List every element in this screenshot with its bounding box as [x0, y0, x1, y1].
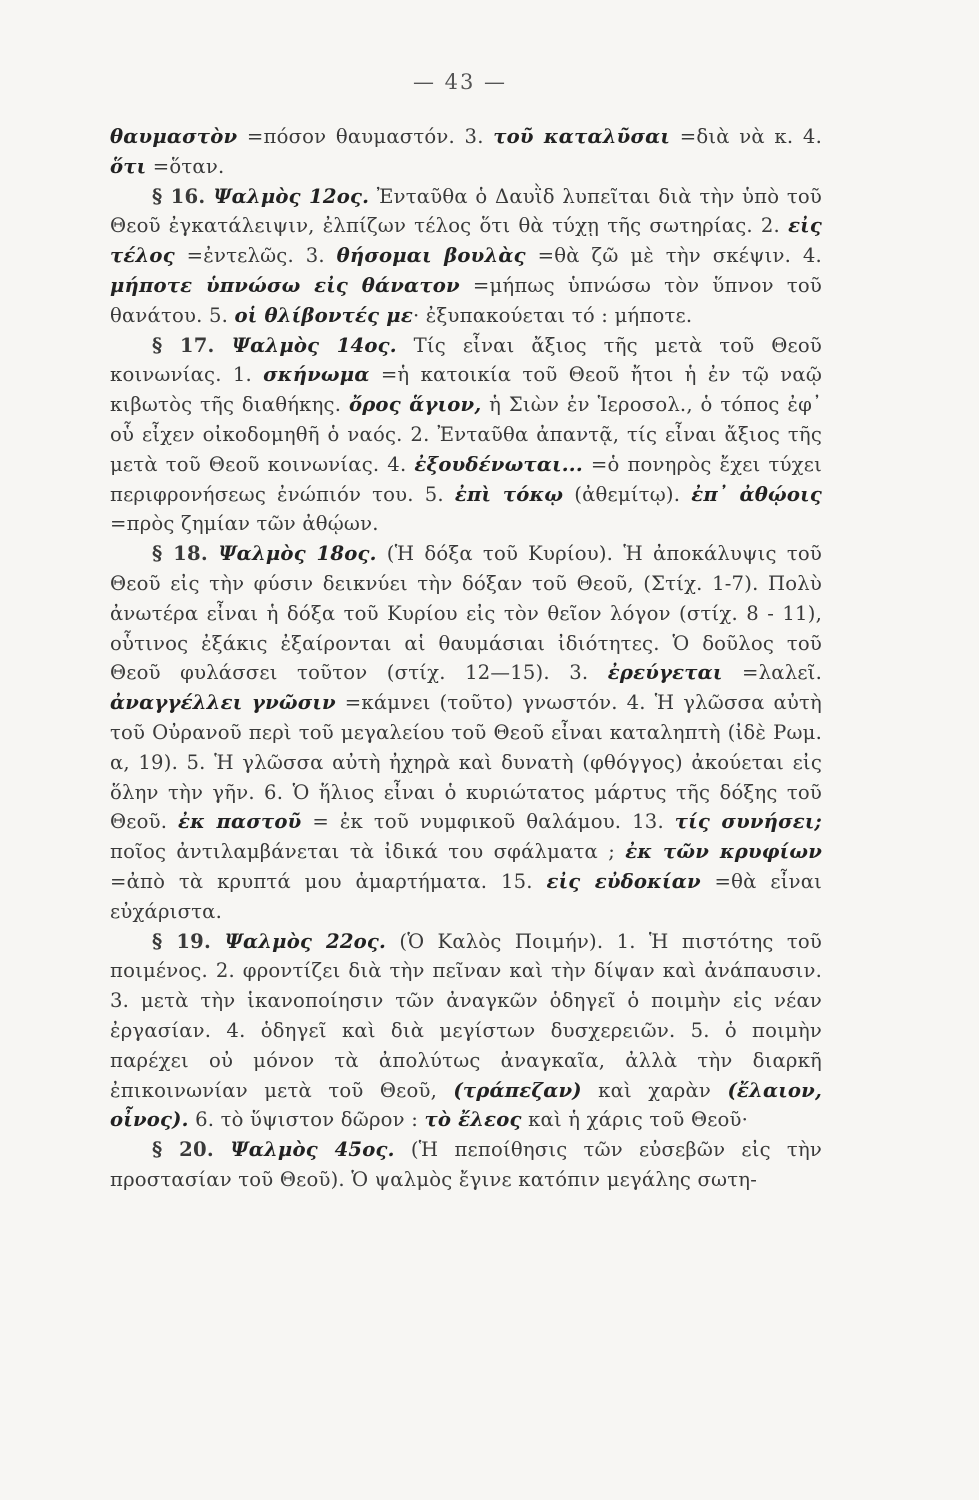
paragraph	[110, 122, 822, 182]
text-run: · ἐξυπακούεται τό : μήποτε.	[412, 303, 693, 327]
keyword-term: Ψαλμὸς 45ος.	[230, 1138, 395, 1162]
keyword-term: εἰς τέλος	[110, 214, 822, 268]
paragraph	[110, 182, 822, 331]
body-text	[110, 122, 822, 1195]
keyword-term: ἐκ παστοῦ	[178, 810, 302, 834]
keyword-term: ἐπὶ τόκῳ	[454, 482, 564, 506]
keyword-term: ὄρος ἅγιον,	[348, 393, 482, 417]
section-marker: § 18.	[152, 542, 219, 566]
keyword-term: ὅτι	[110, 154, 147, 178]
text-run: (ἀθεμίτῳ).	[563, 482, 692, 506]
keyword-term: θήσομαι βουλὰς	[336, 244, 526, 268]
paragraph	[110, 927, 822, 1136]
keyword-term: Ψαλμὸς 22ος.	[224, 929, 387, 953]
paragraph	[110, 1135, 822, 1195]
keyword-term: τοῦ καταλῦσαι	[493, 125, 671, 148]
keyword-term: Ψαλμὸς 12ος.	[213, 184, 370, 208]
keyword-term: οἱ θλίβοντές με	[234, 303, 413, 327]
text-run: (Ἡ δόξα τοῦ Κυρίου). Ἡ ἀποκάλυψις τοῦ Θεοῦ εἰς τὴν φύσιν δεικνύει τὴν δόξαν τοῦ Θεοῦ, (Στίχ. 1-7). Πολὺ ἀνωτέρα εἶναι ἡ δόξα τοῦ Κυρίου εἰς τὸν θεῖον λόγον (στίχ. 8 - 11), οὗτινος ἐξάκις ἐξαίρονται αἱ θαυμάσιαι ἰδιότητες. Ὁ δοῦλος τοῦ Θεοῦ φυλάσσει τοῦτον (στίχ. 12—15). 3.	[110, 542, 823, 685]
text-run: =θὰ εἶναι εὐχάριστα.	[110, 869, 823, 923]
text-run: =θὰ ζῶ μὲ τὴν σκέψιν. 4.	[525, 244, 822, 268]
keyword-term: τίς συνήσει;	[674, 810, 822, 834]
text-run: =διὰ νὰ κ. 4.	[670, 125, 822, 148]
text-run: =ἡ κατοικία τοῦ Θεοῦ ἤτοι ἡ ἐν τῷ ναῷ κιβωτὸς τῆς διαθήκης.	[110, 363, 822, 417]
text-run: ἡ Σιὼν ἐν Ἱεροσολ., ὁ τόπος ἐφ᾽ οὗ εἶχεν οἰκοδομηθῆ ὁ ναός. 2. Ἐνταῦθα ἀπαντᾷ, τίς εἶναι ἄξιος τῆς μετὰ τοῦ Θεοῦ κοινωνίας. 4.	[110, 393, 823, 476]
keyword-term: ἐκ τῶν κρυφίων	[625, 840, 822, 864]
keyword-term: ἐπ᾽ ἀθῴοις	[691, 482, 822, 506]
page-number: — 43 —	[412, 70, 508, 94]
text-run: Ἐνταῦθα ὁ Δαυῒδ λυπεῖται διὰ τὴν ὑπὸ τοῦ Θεοῦ ἐγκατάλειψιν, ἐλπίζων τέλος ὅτι θὰ τύχῃ τῆς σωτηρίας. 2.	[110, 184, 823, 238]
text-run: =ὅταν.	[146, 154, 225, 178]
keyword-term: ἐρεύγεται	[607, 661, 723, 685]
section-marker: § 19.	[152, 929, 225, 953]
text-run: = ἐκ τοῦ νυμφικοῦ θαλάμου. 13.	[301, 810, 675, 834]
keyword-term: (τράπεζαν)	[453, 1078, 582, 1102]
text-run: =πόσον θαυμαστόν. 3.	[237, 125, 494, 148]
keyword-term: μήποτε ὑπνώσω εἰς θάνατον	[110, 273, 460, 297]
text-run: καὶ χαρὰν	[581, 1078, 728, 1102]
text-run: καὶ ἡ χάρις τοῦ Θεοῦ·	[521, 1108, 749, 1132]
text-run: =ἐντελῶς. 3.	[174, 244, 337, 268]
text-run: =λαλεῖ.	[722, 661, 822, 685]
text-run: 6. τὸ ὕψιστον δῶρον :	[188, 1108, 425, 1132]
keyword-term: ἐξουδένωται...	[414, 452, 583, 476]
keyword-term: εἰς εὐδοκίαν	[546, 869, 701, 893]
keyword-term: ἀναγγέλλει γνῶσιν	[110, 691, 336, 715]
keyword-term: Ψαλμὸς 14ος.	[232, 333, 397, 357]
paragraph	[110, 331, 822, 540]
paragraph	[110, 539, 822, 926]
keyword-term: τὸ ἔλεος	[424, 1108, 522, 1132]
text-run: ποῖος ἀντιλαμβάνεται τὰ ἰδικά του σφάλματα ;	[110, 840, 626, 864]
text-run: =κάμνει (τοῦτο) γνωστόν. 4. Ἡ γλῶσσα αὐτὴ τοῦ Οὐρανοῦ περὶ τοῦ μεγαλείου τοῦ Θεοῦ εἶναι καταληπτὴ (ἰδὲ Ρωμ. α, 19). 5. Ἡ γλῶσσα αὐτὴ ἠχηρὰ καὶ δυνατὴ (φθόγγος) ἀκούεται εἰς ὅλην τὴν γῆν. 6. Ὁ ἥλιος εἶναι ὁ κυριώτατος μάρτυς τῆς δόξης τοῦ Θεοῦ.	[110, 691, 822, 834]
section-marker: § 20.	[152, 1138, 231, 1162]
section-marker: § 16.	[152, 184, 214, 208]
keyword-term: σκήνωμα	[263, 363, 370, 387]
text-run: Τίς εἶναι ἄξιος τῆς μετὰ τοῦ Θεοῦ κοινωνίας. 1.	[110, 333, 822, 387]
text-run: =μήπως ὑπνώσω τὸν ὕπνον τοῦ θανάτου. 5.	[110, 273, 822, 327]
keyword-term: Ψαλμὸς 18ος.	[218, 542, 377, 566]
text-run: (Ὁ Καλὸς Ποιμήν). 1. Ἡ πιστότης τοῦ ποιμένος. 2. φροντίζει διὰ τὴν πεῖναν καὶ τὴν δίψαν καὶ ἀνάπαυσιν. 3. μετὰ τὴν ἱκανοποίησιν τῶν ἀναγκῶν ὁδηγεῖ ὁ ποιμὴν εἰς νέαν ἐργασίαν. 4. ὁδηγεῖ καὶ διὰ μεγίστων δυσχερειῶν. 5. ὁ ποιμὴν παρέχει οὐ μόνον τὰ ἀπολύτως ἀναγκαῖα, ἀλλὰ τὴν διαρκῆ ἐπικοινωνίαν μετὰ τοῦ Θεοῦ,	[110, 929, 823, 1102]
keyword-term: θαυμαστὸν	[110, 125, 238, 148]
keyword-term: (ἔλαιον, οἶνος).	[110, 1078, 823, 1132]
text-run: (Ἡ πεποίθησις τῶν εὐσεβῶν εἰς τὴν προστασίαν τοῦ Θεοῦ). Ὁ ψαλμὸς ἔγινε κατόπιν μεγάλης σωτη-	[110, 1138, 822, 1191]
text-run: =ὁ πονηρὸς ἔχει τύχει περιφρονήσεως ἐνώπιόν του. 5.	[110, 452, 822, 506]
section-marker: § 17.	[152, 333, 233, 357]
text-run: =πρὸς ζημίαν τῶν ἀθῴων.	[110, 512, 379, 536]
text-run: =ἀπὸ τὰ κρυπτά μου ἁμαρτήματα. 15.	[110, 869, 547, 893]
